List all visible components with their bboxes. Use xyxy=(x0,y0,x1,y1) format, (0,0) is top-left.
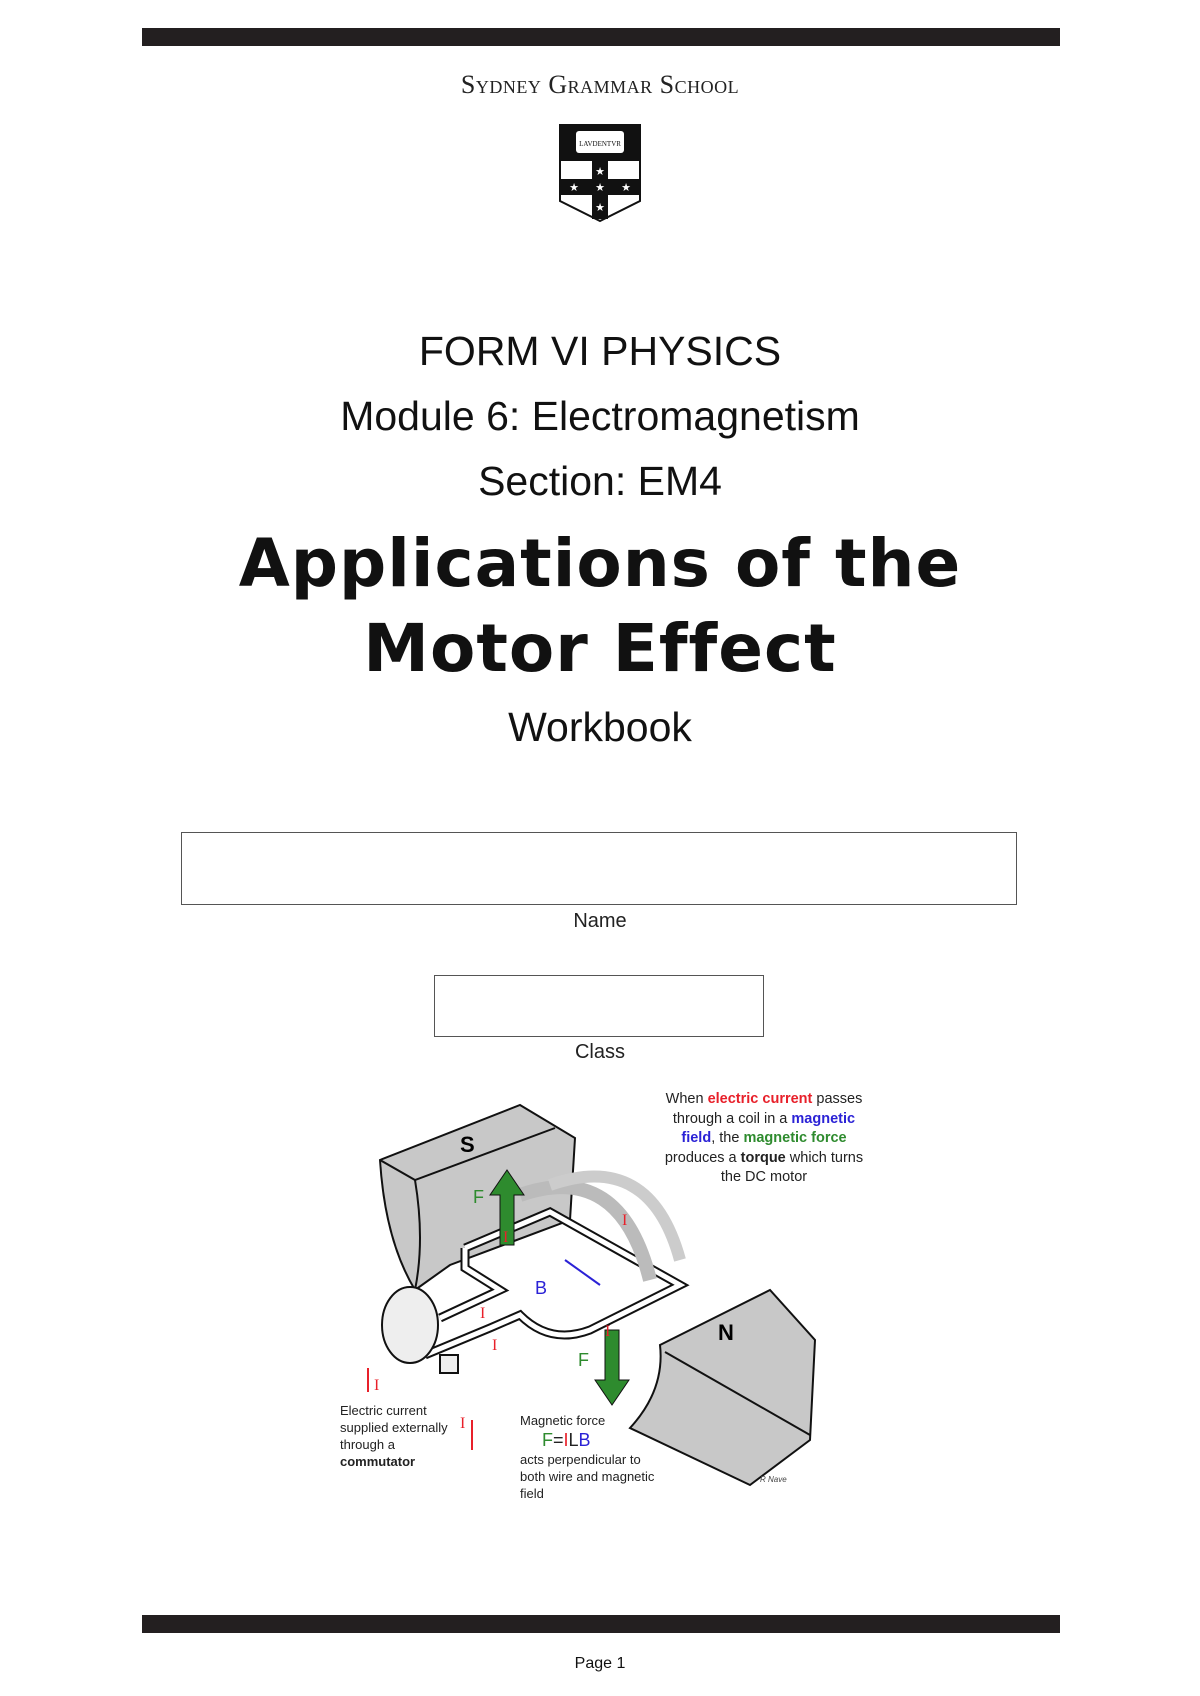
formula: F=ILB xyxy=(542,1430,591,1450)
commutator xyxy=(382,1287,438,1363)
svg-text:★: ★ xyxy=(595,165,605,178)
school-name: Sydney Grammar School xyxy=(460,70,740,99)
caption-formula: Magnetic force F=ILB acts perpendicular to both wire and magnetic field xyxy=(520,1412,660,1502)
bottom-rule xyxy=(142,1615,1060,1633)
current-label: I xyxy=(460,1415,466,1432)
caption-left: Electric current supplied externally through a commutator xyxy=(340,1403,448,1469)
current-label: I xyxy=(622,1212,628,1229)
section-title: Section: EM4 xyxy=(478,458,722,504)
page-number: Page 1 xyxy=(574,1655,626,1672)
force-label-up: F xyxy=(473,1187,484,1207)
force-arrow-down xyxy=(595,1330,629,1405)
field-arrow xyxy=(565,1260,600,1285)
svg-text:★: ★ xyxy=(621,181,631,194)
class-label: Class xyxy=(574,1041,625,1063)
pole-s: S xyxy=(460,1132,475,1157)
module-title: Module 6: Electromagnetism xyxy=(340,393,860,439)
top-rule xyxy=(142,28,1060,46)
name-label: Name xyxy=(573,910,627,932)
crest-motto: LAVDENTVR xyxy=(579,140,621,148)
force-label-down: F xyxy=(578,1350,589,1370)
current-label: I xyxy=(605,1323,611,1340)
caption-top: When electric current passes through a coil in a magnetic field, the magnetic force produces a torque which turns the DC motor xyxy=(664,1091,864,1185)
field-label: B xyxy=(535,1278,548,1298)
current-label: I xyxy=(480,1305,486,1322)
name-field[interactable] xyxy=(181,832,1017,905)
credit: R Nave xyxy=(760,1475,787,1484)
svg-text:★: ★ xyxy=(569,181,579,194)
current-label: I xyxy=(503,1229,509,1246)
course-title: FORM VI PHYSICS xyxy=(418,328,782,374)
main-title-line2: Motor Effect xyxy=(363,610,837,687)
svg-text:★: ★ xyxy=(595,181,605,194)
dc-motor-diagram xyxy=(340,1090,870,1540)
current-label: I xyxy=(492,1337,498,1354)
current-label: I xyxy=(374,1377,380,1394)
svg-text:★: ★ xyxy=(595,201,605,214)
main-title-line1: Applications of the xyxy=(238,525,962,602)
school-crest-logo xyxy=(558,123,642,223)
subtitle: Workbook xyxy=(508,704,692,750)
class-field[interactable] xyxy=(434,975,764,1037)
pole-n: N xyxy=(718,1320,734,1345)
